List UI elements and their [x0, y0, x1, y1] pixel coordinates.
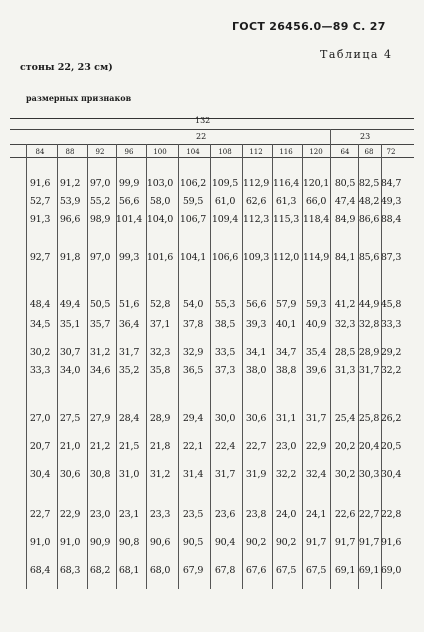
- table-cell: 31,7: [214, 469, 236, 480]
- table-cell: 91,6: [29, 178, 51, 189]
- table-cell: 36,5: [182, 365, 204, 376]
- column-header: 116: [279, 148, 293, 156]
- table-cell: 30,0: [214, 413, 236, 424]
- column-header: 84: [35, 148, 45, 156]
- table-cell: 22,8: [380, 509, 402, 520]
- table-cell: 26,2: [380, 413, 402, 424]
- table-cell: 109,3: [242, 252, 270, 263]
- table-cell: 33,5: [214, 347, 236, 358]
- group-header-23: 23: [360, 132, 371, 141]
- table-cell: 21,8: [149, 441, 171, 452]
- table-cell: 20,7: [29, 441, 51, 452]
- table-cell: 97,0: [89, 178, 111, 189]
- table-cell: 91,6: [380, 537, 402, 548]
- table-cell: 45,8: [380, 299, 402, 310]
- table-cell: 69,1: [334, 565, 356, 576]
- table-cell: 99,3: [118, 252, 140, 263]
- table-cell: 23,8: [245, 509, 267, 520]
- column-header: 100: [153, 148, 167, 156]
- table-cell: 68,0: [149, 565, 171, 576]
- column-header: 64: [340, 148, 350, 156]
- table-cell: 35,1: [59, 319, 81, 330]
- table-cell: 101,4: [115, 214, 143, 225]
- table-cell: 90,9: [89, 537, 111, 548]
- table-cell: 109,5: [211, 178, 239, 189]
- table-cell: 90,4: [214, 537, 236, 548]
- table-cell: 112,9: [242, 178, 270, 189]
- table-cell: 91,3: [29, 214, 51, 225]
- table-cell: 22,9: [59, 509, 81, 520]
- table-cell: 66,0: [305, 196, 327, 207]
- table-cell: 90,5: [182, 537, 204, 548]
- table-cell: 30,2: [334, 469, 356, 480]
- table-cell: 38,0: [245, 365, 267, 376]
- table-cell: 51,6: [118, 299, 140, 310]
- table-cell: 23,0: [89, 509, 111, 520]
- table-cell: 91,8: [59, 252, 81, 263]
- table-cell: 30,4: [29, 469, 51, 480]
- table-cell: 59,5: [182, 196, 204, 207]
- table-cell: 118,4: [302, 214, 330, 225]
- table-cell: 48,4: [29, 299, 51, 310]
- table-cell: 23,0: [275, 441, 297, 452]
- table-cell: 28,9: [358, 347, 380, 358]
- table-cell: 37,3: [214, 365, 236, 376]
- table-cell: 109,4: [211, 214, 239, 225]
- table-label: Таблица 4: [320, 48, 393, 61]
- table-cell: 56,6: [245, 299, 267, 310]
- table-cell: 31,4: [182, 469, 204, 480]
- table-cell: 31,1: [275, 413, 297, 424]
- column-header: 68: [364, 148, 374, 156]
- table-cell: 32,8: [358, 319, 380, 330]
- table-cell: 27,9: [89, 413, 111, 424]
- table-cell: 88,4: [380, 214, 402, 225]
- table-cell: 30,8: [89, 469, 111, 480]
- table-cell: 48,2: [358, 196, 380, 207]
- table-cell: 87,3: [380, 252, 402, 263]
- table-cell: 67,9: [182, 565, 204, 576]
- table-cell: 30,6: [59, 469, 81, 480]
- table-cell: 31,9: [245, 469, 267, 480]
- table-cell: 90,8: [118, 537, 140, 548]
- section-label: размерных признаков: [26, 93, 132, 103]
- table-cell: 84,9: [334, 214, 356, 225]
- table-cell: 114,9: [302, 252, 330, 263]
- table-cell: 28,5: [334, 347, 356, 358]
- table-cell: 67,6: [245, 565, 267, 576]
- table-cell: 98,9: [89, 214, 111, 225]
- table-cell: 91,7: [334, 537, 356, 548]
- table-cell: 90,2: [245, 537, 267, 548]
- table-cell: 116,4: [272, 178, 300, 189]
- table-cell: 67,8: [214, 565, 236, 576]
- group-header-22: 22: [196, 132, 207, 141]
- table-cell: 52,8: [149, 299, 171, 310]
- table-cell: 37,8: [182, 319, 204, 330]
- column-header: 92: [95, 148, 105, 156]
- table-cell: 35,7: [89, 319, 111, 330]
- table-cell: 30,2: [29, 347, 51, 358]
- table-cell: 32,9: [182, 347, 204, 358]
- table-cell: 22,7: [245, 441, 267, 452]
- table-cell: 58,0: [149, 196, 171, 207]
- table-cell: 33,3: [380, 319, 402, 330]
- table-cell: 91,7: [305, 537, 327, 548]
- table-cell: 68,1: [118, 565, 140, 576]
- table-cell: 68,3: [59, 565, 81, 576]
- table-cell: 27,5: [59, 413, 81, 424]
- table-cell: 61,3: [275, 196, 297, 207]
- table-cell: 35,8: [149, 365, 171, 376]
- column-header: 120: [309, 148, 323, 156]
- table-cell: 86,6: [358, 214, 380, 225]
- table-cell: 59,3: [305, 299, 327, 310]
- table-cell: 25,8: [358, 413, 380, 424]
- table-cell: 106,7: [179, 214, 207, 225]
- table-cell: 82,5: [358, 178, 380, 189]
- table-cell: 91,0: [59, 537, 81, 548]
- table-cell: 62,6: [245, 196, 267, 207]
- table-cell: 36,4: [118, 319, 140, 330]
- table-cell: 40,1: [275, 319, 297, 330]
- table-cell: 22,7: [29, 509, 51, 520]
- table-cell: 50,5: [89, 299, 111, 310]
- document-header: ГОСТ 26456.0—89 С. 27: [232, 20, 386, 33]
- table-cell: 56,6: [118, 196, 140, 207]
- table-cell: 39,6: [305, 365, 327, 376]
- table-cell: 31,2: [89, 347, 111, 358]
- table-cell: 24,0: [275, 509, 297, 520]
- table-cell: 92,7: [29, 252, 51, 263]
- table-cell: 31,3: [334, 365, 356, 376]
- group-header-top: 132: [195, 116, 211, 125]
- table-cell: 40,9: [305, 319, 327, 330]
- table-cell: 101,6: [146, 252, 174, 263]
- table-cell: 61,0: [214, 196, 236, 207]
- table-cell: 31,2: [149, 469, 171, 480]
- table-cell: 20,2: [334, 441, 356, 452]
- table-cell: 32,2: [275, 469, 297, 480]
- table-cell: 28,9: [149, 413, 171, 424]
- table-cell: 80,5: [334, 178, 356, 189]
- table-cell: 57,9: [275, 299, 297, 310]
- table-cell: 97,0: [89, 252, 111, 263]
- table-cell: 25,4: [334, 413, 356, 424]
- table-cell: 24,1: [305, 509, 327, 520]
- column-header: 88: [65, 148, 75, 156]
- table-cell: 30,4: [380, 469, 402, 480]
- table-cell: 90,6: [149, 537, 171, 548]
- table-cell: 44,9: [358, 299, 380, 310]
- table-cell: 22,4: [214, 441, 236, 452]
- continued-caption: стоны 22, 23 см): [20, 62, 113, 73]
- table-cell: 52,7: [29, 196, 51, 207]
- column-header: 96: [124, 148, 134, 156]
- table-cell: 30,7: [59, 347, 81, 358]
- table-cell: 91,2: [59, 178, 81, 189]
- table-cell: 32,3: [334, 319, 356, 330]
- table-cell: 35,4: [305, 347, 327, 358]
- table-cell: 38,5: [214, 319, 236, 330]
- table-cell: 31,7: [118, 347, 140, 358]
- table-cell: 22,9: [305, 441, 327, 452]
- table-cell: 21,2: [89, 441, 111, 452]
- column-header: 104: [186, 148, 200, 156]
- table-cell: 30,3: [358, 469, 380, 480]
- table-cell: 91,7: [358, 537, 380, 548]
- table-cell: 85,6: [358, 252, 380, 263]
- table-cell: 106,6: [211, 252, 239, 263]
- column-header: 112: [249, 148, 263, 156]
- table-cell: 38,8: [275, 365, 297, 376]
- table-cell: 96,6: [59, 214, 81, 225]
- table-cell: 47,4: [334, 196, 356, 207]
- table-cell: 106,2: [179, 178, 207, 189]
- table-cell: 112,0: [272, 252, 300, 263]
- table-cell: 69,0: [380, 565, 402, 576]
- table-cell: 99,9: [118, 178, 140, 189]
- column-header: 72: [386, 148, 396, 156]
- table-cell: 104,0: [146, 214, 174, 225]
- table-cell: 30,6: [245, 413, 267, 424]
- table-cell: 41,2: [334, 299, 356, 310]
- table-cell: 22,7: [358, 509, 380, 520]
- table-cell: 20,4: [358, 441, 380, 452]
- table-cell: 115,3: [272, 214, 300, 225]
- column-header-rule: [10, 157, 414, 158]
- table-cell: 32,3: [149, 347, 171, 358]
- table-cell: 120,1: [302, 178, 330, 189]
- table-cell: 35,2: [118, 365, 140, 376]
- table-cell: 31,7: [358, 365, 380, 376]
- table-cell: 103,0: [146, 178, 174, 189]
- table-cell: 34,6: [89, 365, 111, 376]
- table-cell: 21,5: [118, 441, 140, 452]
- table-cell: 27,0: [29, 413, 51, 424]
- table-cell: 32,2: [380, 365, 402, 376]
- table-cell: 28,4: [118, 413, 140, 424]
- table-cell: 67,5: [275, 565, 297, 576]
- table-cell: 68,2: [89, 565, 111, 576]
- table-cell: 112,3: [242, 214, 270, 225]
- table-cell: 104,1: [179, 252, 207, 263]
- table-cell: 34,1: [245, 347, 267, 358]
- table-cell: 29,4: [182, 413, 204, 424]
- subgroup-rule: [10, 144, 414, 145]
- table-cell: 53,9: [59, 196, 81, 207]
- table-cell: 23,3: [149, 509, 171, 520]
- table-cell: 20,5: [380, 441, 402, 452]
- table-cell: 34,7: [275, 347, 297, 358]
- table-cell: 90,2: [275, 537, 297, 548]
- table-cell: 55,3: [214, 299, 236, 310]
- table-cell: 37,1: [149, 319, 171, 330]
- table-cell: 31,7: [305, 413, 327, 424]
- table-cell: 84,1: [334, 252, 356, 263]
- table-cell: 55,2: [89, 196, 111, 207]
- table-cell: 69,1: [358, 565, 380, 576]
- table-cell: 22,1: [182, 441, 204, 452]
- table-cell: 23,6: [214, 509, 236, 520]
- table-cell: 23,1: [118, 509, 140, 520]
- table-cell: 32,4: [305, 469, 327, 480]
- table-cell: 23,5: [182, 509, 204, 520]
- table-cell: 39,3: [245, 319, 267, 330]
- table-cell: 31,0: [118, 469, 140, 480]
- table-cell: 54,0: [182, 299, 204, 310]
- column-header: 108: [218, 148, 232, 156]
- table-top-rule: [10, 118, 414, 119]
- table-cell: 33,3: [29, 365, 51, 376]
- table-cell: 34,5: [29, 319, 51, 330]
- table-cell: 49,3: [380, 196, 402, 207]
- table-cell: 84,7: [380, 178, 402, 189]
- table-cell: 22,6: [334, 509, 356, 520]
- table-cell: 29,2: [380, 347, 402, 358]
- group-rule: [10, 129, 414, 130]
- table-cell: 49,4: [59, 299, 81, 310]
- table-cell: 67,5: [305, 565, 327, 576]
- table-cell: 21,0: [59, 441, 81, 452]
- table-cell: 34,0: [59, 365, 81, 376]
- table-cell: 91,0: [29, 537, 51, 548]
- table-cell: 68,4: [29, 565, 51, 576]
